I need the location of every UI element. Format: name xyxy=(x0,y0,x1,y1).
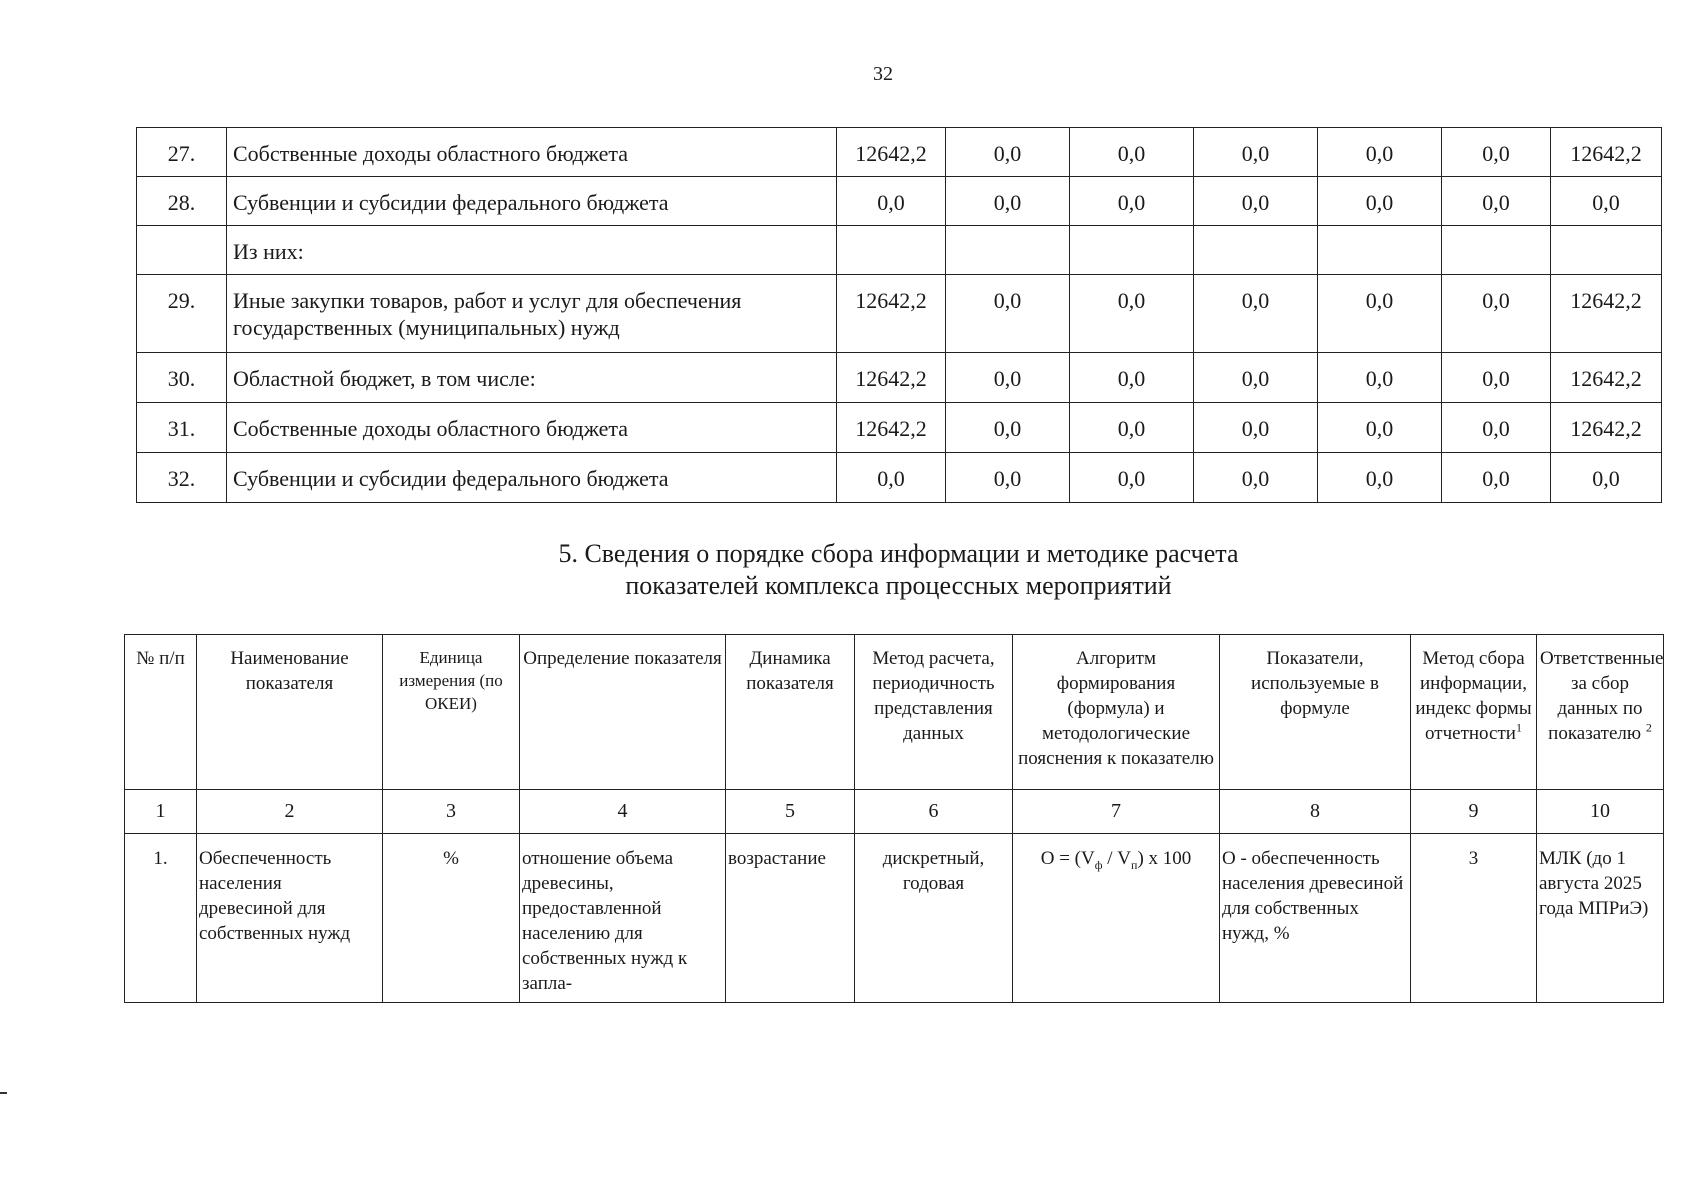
finance-value-cell: 0,0 xyxy=(1551,177,1662,226)
header-calc-method: Метод расчета, периодичность представления данных xyxy=(855,635,1013,790)
finance-value-cell: 0,0 xyxy=(1551,453,1662,503)
finance-value-cell: 0,0 xyxy=(1318,403,1442,453)
section-heading-line-2: показателей комплекса процессных мероприятий xyxy=(625,571,1172,600)
finance-value-cell: 0,0 xyxy=(1318,275,1442,353)
section-heading-line-1: 5. Сведения о порядке сбора информации и методике расчета xyxy=(558,539,1239,568)
formula-subscript: п xyxy=(1131,857,1138,872)
finance-row-number: 31. xyxy=(137,403,227,453)
footnote-1-marker: 1 xyxy=(1515,720,1522,735)
finance-row-number: 30. xyxy=(137,353,227,403)
indicator-formula-indicators: О - обеспеченность населения древесиной для собственных нужд, % xyxy=(1220,834,1411,1003)
finance-value-cell: 0,0 xyxy=(946,353,1070,403)
finance-value-cell xyxy=(837,226,946,275)
finance-row xyxy=(137,275,1662,353)
column-number: 6 xyxy=(855,790,1013,834)
column-number-row xyxy=(125,790,1664,834)
header-number: № п/п xyxy=(125,635,197,790)
finance-value-cell: 0,0 xyxy=(1070,353,1194,403)
column-number: 4 xyxy=(520,790,726,834)
finance-row-number: 32. xyxy=(137,453,227,503)
finance-row xyxy=(137,353,1662,403)
indicator-formula xyxy=(1013,834,1220,1003)
finance-value-cell: 0,0 xyxy=(1442,128,1551,177)
indicator-definition: отношение объема древесины, предоставленной населению для собственных нужд к запла- xyxy=(520,834,726,1003)
finance-value-cell: 0,0 xyxy=(1194,403,1318,453)
column-number: 10 xyxy=(1537,790,1664,834)
section-heading xyxy=(136,538,1661,602)
indicator-collection-method: 3 xyxy=(1411,834,1537,1003)
margin-mark xyxy=(0,1092,7,1094)
header-responsible xyxy=(1537,635,1664,790)
indicator-dynamics: возрастание xyxy=(726,834,855,1003)
finance-value-cell: 0,0 xyxy=(1194,353,1318,403)
column-number: 3 xyxy=(383,790,520,834)
finance-value-cell: 12642,2 xyxy=(837,353,946,403)
finance-row xyxy=(137,177,1662,226)
finance-value-cell: 12642,2 xyxy=(1551,128,1662,177)
finance-value-cell xyxy=(1070,226,1194,275)
finance-value-cell: 0,0 xyxy=(1070,453,1194,503)
finance-row-number: 28. xyxy=(137,177,227,226)
finance-value-cell: 12642,2 xyxy=(837,128,946,177)
finance-row-name: Субвенции и субсидии федерального бюджета xyxy=(227,177,837,226)
header-definition: Определение показателя xyxy=(520,635,726,790)
column-number: 9 xyxy=(1411,790,1537,834)
formula-part: ) х 100 xyxy=(1137,848,1192,869)
formula-part: О = (V xyxy=(1040,848,1095,869)
page-number: 32 xyxy=(873,63,893,85)
finance-row-number: 27. xyxy=(137,128,227,177)
finance-value-cell: 0,0 xyxy=(946,453,1070,503)
finance-value-cell: 0,0 xyxy=(946,275,1070,353)
finance-value-cell: 0,0 xyxy=(946,177,1070,226)
footnote-2-marker: 2 xyxy=(1645,720,1652,735)
finance-row-name: Собственные доходы областного бюджета xyxy=(227,128,837,177)
finance-value-cell: 12642,2 xyxy=(1551,275,1662,353)
finance-value-cell: 0,0 xyxy=(1194,453,1318,503)
finance-value-cell: 0,0 xyxy=(837,177,946,226)
finance-value-cell: 0,0 xyxy=(1194,275,1318,353)
finance-value-cell xyxy=(1318,226,1442,275)
finance-value-cell xyxy=(1442,226,1551,275)
finance-value-cell: 12642,2 xyxy=(837,275,946,353)
finance-row-name: Собственные доходы областного бюджета xyxy=(227,403,837,453)
finance-value-cell: 0,0 xyxy=(1442,453,1551,503)
column-number: 7 xyxy=(1013,790,1220,834)
finance-row-number xyxy=(137,226,227,275)
column-number: 8 xyxy=(1220,790,1411,834)
finance-value-cell: 12642,2 xyxy=(1551,403,1662,453)
finance-value-cell: 0,0 xyxy=(1318,177,1442,226)
indicator-table xyxy=(124,634,1664,1003)
finance-value-cell xyxy=(1194,226,1318,275)
finance-row-name: Субвенции и субсидии федерального бюджета xyxy=(227,453,837,503)
indicator-row xyxy=(125,834,1664,1003)
header-algorithm: Алгоритм формирования (формула) и методологические пояснения к показателю xyxy=(1013,635,1220,790)
finance-row-number: 29. xyxy=(137,275,227,353)
finance-value-cell: 0,0 xyxy=(1070,128,1194,177)
finance-value-cell: 0,0 xyxy=(1194,177,1318,226)
finance-value-cell: 0,0 xyxy=(1442,353,1551,403)
finance-value-cell: 12642,2 xyxy=(1551,353,1662,403)
finance-value-cell: 0,0 xyxy=(1442,403,1551,453)
column-number: 2 xyxy=(197,790,383,834)
finance-value-cell xyxy=(1551,226,1662,275)
finance-value-cell: 0,0 xyxy=(837,453,946,503)
indicator-header-row xyxy=(125,635,1664,790)
finance-value-cell: 0,0 xyxy=(1070,403,1194,453)
indicator-responsible: МЛК (до 1 августа 2025 года МПРиЭ) xyxy=(1537,834,1664,1003)
finance-value-cell: 0,0 xyxy=(1318,128,1442,177)
finance-row xyxy=(137,128,1662,177)
finance-value-cell: 0,0 xyxy=(1194,128,1318,177)
header-formula-indicators: Показатели, используемые в формуле xyxy=(1220,635,1411,790)
formula-subscript: ф xyxy=(1094,857,1103,872)
finance-row xyxy=(137,403,1662,453)
header-responsible-text: Ответственные за сбор данных по показателю xyxy=(1540,648,1664,744)
finance-row xyxy=(137,453,1662,503)
column-number: 1 xyxy=(125,790,197,834)
finance-row-name: Из них: xyxy=(227,226,837,275)
finance-value-cell: 0,0 xyxy=(1318,453,1442,503)
finance-row xyxy=(137,226,1662,275)
finance-value-cell: 0,0 xyxy=(1318,353,1442,403)
header-collection-method-text: Метод сбора информации, индекс формы отчетности xyxy=(1415,648,1532,744)
indicator-name: Обеспеченность населения древесиной для собственных нужд xyxy=(197,834,383,1003)
finance-value-cell xyxy=(946,226,1070,275)
finance-value-cell: 0,0 xyxy=(1442,275,1551,353)
finance-value-cell: 0,0 xyxy=(1442,177,1551,226)
formula-part: / V xyxy=(1102,848,1132,869)
header-dynamics: Динамика показателя xyxy=(726,635,855,790)
finance-row-name: Областной бюджет, в том числе: xyxy=(227,353,837,403)
finance-value-cell: 0,0 xyxy=(946,128,1070,177)
finance-table xyxy=(136,127,1662,503)
header-collection-method xyxy=(1411,635,1537,790)
header-indicator-name: Наименование показателя xyxy=(197,635,383,790)
indicator-calc-method: дискретный, годовая xyxy=(855,834,1013,1003)
finance-value-cell: 12642,2 xyxy=(837,403,946,453)
finance-value-cell: 0,0 xyxy=(1070,177,1194,226)
indicator-number: 1. xyxy=(125,834,197,1003)
finance-value-cell: 0,0 xyxy=(946,403,1070,453)
header-unit: Единица измерения (по ОКЕИ) xyxy=(383,635,520,790)
finance-row-name: Иные закупки товаров, работ и услуг для обеспечения государственных (муниципальных) нужд xyxy=(227,275,837,353)
finance-value-cell: 0,0 xyxy=(1070,275,1194,353)
column-number: 5 xyxy=(726,790,855,834)
indicator-unit: % xyxy=(383,834,520,1003)
